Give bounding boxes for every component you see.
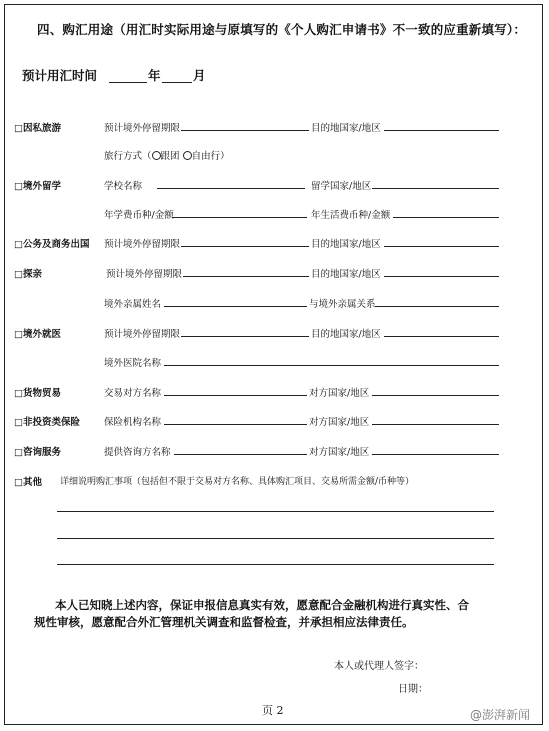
visit-name-label: 境外亲属姓名 — [104, 299, 162, 310]
other-detail-line-2[interactable] — [57, 538, 494, 539]
travel-stay-field[interactable] — [181, 130, 309, 131]
goods-country-label: 对方国家/地区 — [309, 388, 370, 399]
plan-year-field[interactable] — [109, 82, 147, 83]
insurance-org-field[interactable] — [164, 424, 307, 425]
category-goods-checkbox[interactable]: □货物贸易 — [14, 388, 61, 399]
statement-line-1: 本人已知晓上述内容，保证申报信息真实有效，愿意配合金融机构进行真实性、合 — [55, 598, 469, 612]
study-school-field[interactable] — [157, 188, 305, 189]
study-tuition-field[interactable] — [172, 217, 307, 218]
plan-year-label: 年 — [148, 68, 161, 83]
statement-line-2: 规性审核，愿意配合外汇管理机关调查和监督检查，并承担相应法律责任。 — [34, 615, 414, 629]
visit-stay-label: 预计境外停留期限 — [106, 269, 183, 280]
category-business-checkbox[interactable]: □公务及商务出国 — [14, 239, 90, 250]
visit-relation-label: 与境外亲属关系 — [309, 299, 376, 310]
consult-provider-field[interactable] — [174, 454, 307, 455]
section-heading: 四、购汇用途（用汇时实际用途与原填写的《个人购汇申请书》不一致的应重新填写）： — [37, 22, 527, 37]
medical-hospital-field[interactable] — [164, 365, 499, 366]
visit-stay-field[interactable] — [183, 276, 309, 277]
page-number: 页 2 — [262, 704, 284, 717]
goods-party-field[interactable] — [164, 395, 307, 396]
study-tuition-label: 年学费币种/金额 — [104, 210, 174, 221]
medical-stay-field[interactable] — [181, 336, 309, 337]
goods-party-label: 交易对方名称 — [104, 388, 162, 399]
goods-country-field[interactable] — [372, 395, 499, 396]
medical-hospital-label: 境外医院名称 — [104, 358, 162, 369]
travel-option-group: 跟团 — [160, 151, 180, 162]
insurance-org-label: 保险机构名称 — [104, 417, 162, 428]
medical-stay-label: 预计境外停留期限 — [104, 329, 181, 340]
category-insurance-checkbox[interactable]: □非投资类保险 — [14, 417, 80, 428]
radio-circle-icon[interactable] — [183, 151, 192, 160]
business-stay-label: 预计境外停留期限 — [104, 239, 181, 250]
category-other-checkbox[interactable]: □其他 — [14, 477, 42, 488]
business-stay-field[interactable] — [181, 246, 309, 247]
study-country-field[interactable] — [372, 188, 499, 189]
medical-dest-label: 目的地国家/地区 — [311, 329, 381, 340]
plan-time-label: 预计用汇时间 — [22, 68, 98, 83]
watermark: @澎湃新闻 — [470, 708, 531, 722]
business-dest-label: 目的地国家/地区 — [311, 239, 381, 250]
signature-label: 本人或代理人签字： — [334, 661, 424, 672]
travel-dest-field[interactable] — [384, 130, 499, 131]
visit-relation-field[interactable] — [375, 306, 499, 307]
travel-stay-label: 预计境外停留期限 — [104, 123, 181, 134]
study-country-label: 留学国家/地区 — [311, 181, 372, 192]
category-consult-checkbox[interactable]: □咨询服务 — [14, 447, 61, 458]
travel-dest-label: 目的地国家/地区 — [311, 123, 381, 134]
visit-dest-field[interactable] — [384, 276, 499, 277]
category-study-checkbox[interactable]: □境外留学 — [14, 181, 61, 192]
study-living-field[interactable] — [393, 217, 499, 218]
plan-month-field[interactable] — [162, 82, 192, 83]
other-detail-line-3[interactable] — [57, 564, 494, 565]
travel-mode-group — [104, 148, 230, 162]
visit-dest-label: 目的地国家/地区 — [311, 269, 381, 280]
category-travel-checkbox[interactable]: □因私旅游 — [14, 123, 61, 134]
travel-mode-label: 旅行方式（ — [104, 151, 152, 162]
radio-circle-icon[interactable] — [152, 151, 161, 160]
insurance-country-label: 对方国家/地区 — [309, 417, 370, 428]
other-detail-label: 详细说明购汇事项（包括但不限于交易对方名称、具体购汇项目、交易所需金额/币种等） — [60, 477, 415, 487]
consult-provider-label: 提供咨询方名称 — [104, 447, 171, 458]
medical-dest-field[interactable] — [384, 336, 499, 337]
insurance-country-field[interactable] — [372, 424, 499, 425]
travel-option-independent: 自由行） — [191, 151, 230, 162]
business-dest-field[interactable] — [384, 246, 499, 247]
visit-name-field[interactable] — [164, 306, 307, 307]
study-living-label: 年生活费币种/金额 — [311, 210, 391, 221]
study-school-label: 学校名称 — [104, 181, 143, 192]
consult-country-field[interactable] — [372, 454, 499, 455]
date-label: 日期： — [398, 684, 428, 695]
other-detail-line-1[interactable] — [57, 511, 494, 512]
consult-country-label: 对方国家/地区 — [309, 447, 370, 458]
category-medical-checkbox[interactable]: □境外就医 — [14, 329, 61, 340]
category-visit-checkbox[interactable]: □探亲 — [14, 269, 42, 280]
plan-month-label: 月 — [193, 68, 206, 83]
